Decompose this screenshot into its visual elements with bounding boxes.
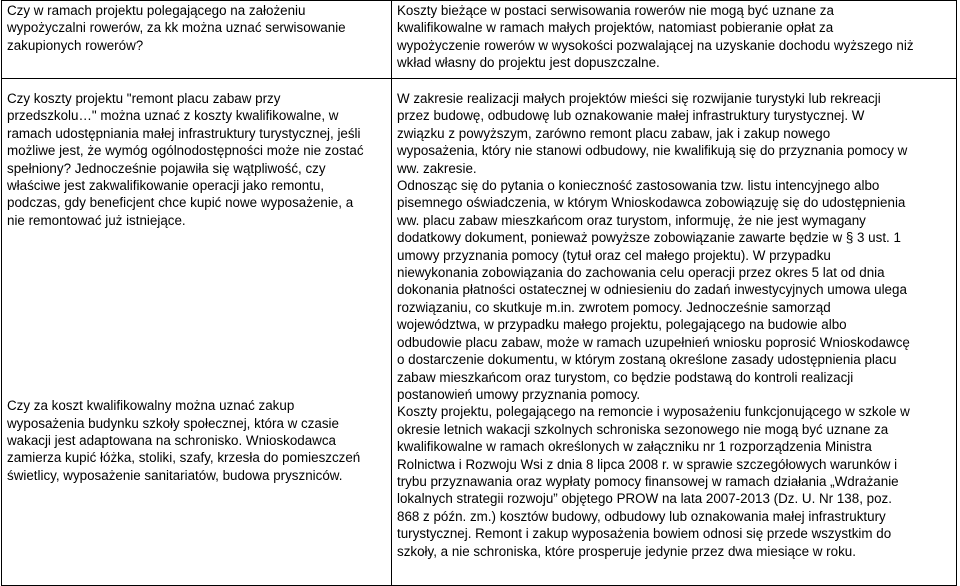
answer-paragraph: W zakresie realizacji małych projektów mieści się rozwijanie turystyki lub rekreacji przez budowę, odbudowę lub oznakowanie małej infrastruktury turystycznej. W związku z powyższym, zarówno remont placu zabaw, jak i zakup nowego wyposażenia, który nie stanowi odbudowy, nie kwalifikują się do przyznania pomocy w ww. zakresie. xyxy=(397,91,908,176)
question-text: Czy koszty projektu "remont placu zabaw przy przedszkolu…" można uznać z koszty kwalifikowalne, w ramach udostępniania małej infrastruktury turystycznej, jeśli możliwe jest, że wymóg ogólnodostępności może nie zostać spełniony? Jednocześnie pojawiła się wątpliwość, czy właściwe jest zakwalifikowanie operacji jako remontu, podczas, gdy beneficjent chce kupić nowe wyposażenie, a nie remontować już istniejące. xyxy=(7,91,364,228)
question-text: Czy za koszt kwalifikowalny można uznać zakup wyposażenia budynku szkoły społecznej, która w czasie wakacji jest adaptowana na schronisko. Wnioskodawca zamierza kupić łóżka, stoliki, szafy, krzesła do pomieszczeń świetlicy, wyposażenie sanitariatów, budowa pryszniców. xyxy=(7,398,361,483)
table-row xyxy=(2,1,957,79)
qa-table xyxy=(1,0,957,586)
question-text: Czy w ramach projektu polegającego na założeniu wypożyczalni rowerów, za kk można uznać serwisowanie zakupionych rowerów? xyxy=(7,3,346,53)
table-row xyxy=(2,79,957,586)
answer-paragraph: Koszty projektu, polegającego na remoncie i wyposażeniu funkcjonującego w szkole w okresie letnich wakacji szkolnych schroniska sezonowego nie mogą być uznane za kwalifikowalne w ramach określonych w załączniku nr 1 rozporządzenia Ministra Rolnictwa i Rozwoju Wsi z dnia 8 lipca 2008 r. w sprawie szczegółowych warunków i trybu przyznawania oraz wypłaty pomocy finansowej w ramach działania „Wdrażanie lokalnych strategii rozwoju” objętego PROW na lata 2007-2013 (Dz. U. Nr 138, poz. 868 z późn. zm.) kosztów budowy, odbudowy lub oznakowania małej infrastruktury turystycznej. Remont i zakup wyposażenia bowiem odnosi się przede wszystkim do szkoły, a nie schroniska, które prosperuje jedynie przez dwa miesiące w roku. xyxy=(397,404,910,559)
answer-cell xyxy=(392,1,957,79)
answer-cell xyxy=(392,79,957,586)
answer-paragraph: Odnosząc się do pytania o konieczność zastosowania tzw. listu intencyjnego albo pisemnego oświadczenia, w którym Wnioskodawca zobowiązuję się do udostępnienia ww. placu zabaw mieszkańcom oraz turystom, informuję, że nie jest wymagany dodatkowy dokument, ponieważ powyższe zobowiązanie zawarte będzie w § 3 ust. 1 umowy przyznania pomocy (tytuł oraz cel małego projektu). W przypadku niewykonania zobowiązania do zachowania celu operacji przez okres 5 lat od dnia dokonania płatności ostatecznej w odniesieniu do zadań inwestycyjnych umowa ulega rozwiązaniu, co skutkuje m.in. zwrotem pomocy. Jednocześnie samorząd województwa, w przypadku małego projektu, polegającego na budowie albo odbudowie placu zabaw, może w ramach uzupełnień wniosku poprosić Wnioskodawcę o dostarczenie dokumentu, w którym zostaną określone zasady udostępnienia placu zabaw mieszkańcom oraz turystom, co będzie podstawą do kontroli realizacji postanowień umowy przyznania pomocy. xyxy=(397,178,910,402)
question-cell xyxy=(2,1,392,79)
answer-text: Koszty bieżące w postaci serwisowania rowerów nie mogą być uznane za kwalifikowalne w ramach małych projektów, natomiast pobieranie opłat za wypożyczenie rowerów w wysokości pozwalającej na uzyskanie dochodu wyższego niż wkład własny do projektu jest dopuszczalne. xyxy=(397,3,914,71)
question-cell xyxy=(2,79,392,586)
